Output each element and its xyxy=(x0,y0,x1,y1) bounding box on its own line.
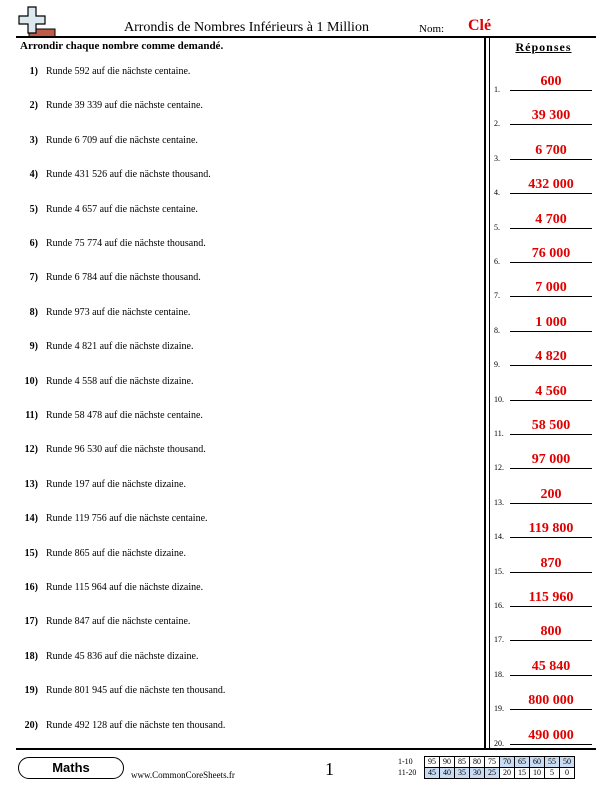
answer-column-divider xyxy=(484,37,486,750)
answer-value: 119 800 xyxy=(528,521,574,537)
answer-value: 4 560 xyxy=(535,383,567,399)
answer-value: 7 000 xyxy=(535,280,567,296)
question-number: 18) xyxy=(24,650,38,662)
question-number: 15) xyxy=(24,547,38,559)
answer-item xyxy=(494,315,594,335)
answer-line xyxy=(510,159,592,160)
worksheet-title: Arrondis de Nombres Inférieurs à 1 Million xyxy=(124,20,369,35)
question-number: 10) xyxy=(24,375,38,387)
question-item xyxy=(20,100,203,111)
score-cell: 20 xyxy=(500,768,515,779)
answer-column-divider-inner xyxy=(489,37,490,750)
score-row-11-20 xyxy=(398,768,575,779)
answer-value: 200 xyxy=(540,486,562,502)
answer-number: 14. xyxy=(494,532,504,542)
answer-line xyxy=(510,365,592,366)
question-item xyxy=(20,66,190,77)
answer-item xyxy=(494,418,594,438)
score-cell: 65 xyxy=(515,757,530,768)
score-row-label: 1-10 xyxy=(398,757,413,766)
score-cell: 40 xyxy=(440,768,455,779)
question-item xyxy=(20,651,198,662)
answer-item xyxy=(494,556,594,576)
score-cell: 30 xyxy=(470,768,485,779)
question-number: 3) xyxy=(29,134,38,146)
question-text: Runde 197 auf die nächste dizaine. xyxy=(46,478,186,490)
answer-value: 4 700 xyxy=(535,211,567,227)
question-text: Runde 115 964 auf die nächste dizaine. xyxy=(46,582,204,593)
question-text: Runde 96 530 auf die nächste thousand. xyxy=(46,444,206,456)
question-text: Runde 592 auf die nächste centaine. xyxy=(46,66,191,77)
plus-logo-icon xyxy=(17,6,57,38)
question-number: 9) xyxy=(29,341,38,353)
answer-number: 2. xyxy=(494,119,500,129)
instructions: Arrondir chaque nombre comme demandé. xyxy=(20,40,224,52)
score-cell: 5 xyxy=(545,768,560,779)
answer-number: 9. xyxy=(494,360,500,370)
answer-line xyxy=(510,90,592,91)
score-cell: 75 xyxy=(485,757,500,768)
question-number: 19) xyxy=(24,685,38,697)
answer-value: 4 820 xyxy=(535,349,567,365)
answer-number: 20. xyxy=(494,738,504,748)
answer-line xyxy=(510,468,592,469)
answer-number: 16. xyxy=(494,601,504,610)
answer-number: 12. xyxy=(494,463,504,473)
question-text: Runde 865 auf die nächste dizaine. xyxy=(46,547,186,559)
answer-line xyxy=(510,228,592,229)
question-number: 1) xyxy=(29,66,38,77)
answer-line xyxy=(510,124,592,125)
answer-item xyxy=(494,74,594,94)
question-item xyxy=(20,582,203,593)
answer-item xyxy=(494,177,594,197)
answer-value: 870 xyxy=(540,555,562,571)
answer-line xyxy=(510,262,592,263)
answers-heading: Réponses xyxy=(515,40,572,54)
answer-number: 6. xyxy=(494,257,500,266)
answer-item xyxy=(494,108,594,128)
answer-line xyxy=(510,537,592,538)
question-number: 7) xyxy=(29,272,38,284)
answer-number: 11. xyxy=(494,429,504,438)
answer-line xyxy=(510,744,592,745)
answer-value: 115 960 xyxy=(528,590,574,605)
answer-line xyxy=(510,296,592,297)
question-text: Runde 45 836 auf die nächste dizaine. xyxy=(46,650,199,662)
question-text: Runde 4 657 auf die nächste centaine. xyxy=(46,203,198,215)
answer-item xyxy=(494,246,594,266)
question-item xyxy=(20,204,198,215)
answer-value: 45 840 xyxy=(531,658,571,674)
answer-item xyxy=(494,590,594,610)
page-number: 1 xyxy=(325,759,334,779)
question-text: Runde 973 auf die nächste centaine. xyxy=(46,306,191,318)
answer-line xyxy=(510,606,592,607)
score-table xyxy=(398,756,575,779)
answer-value: 76 000 xyxy=(531,246,571,261)
question-number: 13) xyxy=(24,478,38,490)
answer-line xyxy=(510,331,592,332)
answer-value: 600 xyxy=(540,74,562,89)
question-item xyxy=(20,616,190,627)
question-text: Runde 6 784 auf die nächste thousand. xyxy=(46,272,201,284)
question-text: Runde 39 339 auf die nächste centaine. xyxy=(46,100,203,112)
answer-line xyxy=(510,572,592,573)
question-text: Runde 75 774 auf die nächste thousand. xyxy=(46,238,206,249)
answer-value: 432 000 xyxy=(528,177,574,193)
question-text: Runde 431 526 auf die nächste thousand. xyxy=(46,169,211,181)
name-label: Nom: xyxy=(419,23,445,35)
score-row-1-10 xyxy=(398,757,575,768)
score-cell: 15 xyxy=(515,768,530,779)
question-item xyxy=(20,720,225,731)
answer-item xyxy=(494,487,594,507)
question-item xyxy=(20,410,203,421)
answer-value: 490 000 xyxy=(528,727,574,743)
answer-line xyxy=(510,503,592,504)
answer-item xyxy=(494,728,594,748)
answer-value: 1 000 xyxy=(535,314,567,330)
question-number: 17) xyxy=(24,616,38,628)
score-cell: 70 xyxy=(500,757,515,768)
score-cell: 95 xyxy=(425,757,440,768)
answer-item xyxy=(494,624,594,644)
site-link[interactable]: www.CommonCoreSheets.fr xyxy=(131,770,235,780)
score-cell: 10 xyxy=(530,768,545,779)
answer-value: 6 700 xyxy=(535,142,567,158)
question-text: Runde 6 709 auf die nächste centaine. xyxy=(46,134,198,146)
answer-value: 97 000 xyxy=(531,452,571,468)
question-number: 20) xyxy=(24,719,38,731)
answer-value: 58 500 xyxy=(531,418,571,433)
answer-number: 13. xyxy=(494,497,504,507)
question-text: Runde 4 558 auf die nächste dizaine. xyxy=(46,375,194,387)
score-cell: 50 xyxy=(560,757,575,768)
answer-item xyxy=(494,384,594,404)
question-number: 5) xyxy=(29,203,38,215)
answer-line xyxy=(510,193,592,194)
answer-number: 8. xyxy=(494,325,500,335)
answer-item xyxy=(494,521,594,541)
score-cell: 45 xyxy=(425,768,440,779)
score-cell: 25 xyxy=(485,768,500,779)
question-text: Runde 801 945 auf die nächste ten thousand. xyxy=(46,685,226,697)
answer-item xyxy=(494,693,594,713)
answer-line xyxy=(510,434,592,435)
answer-item xyxy=(494,143,594,163)
answer-value: 800 000 xyxy=(528,693,574,709)
answer-line xyxy=(510,675,592,676)
question-number: 4) xyxy=(29,169,38,181)
subject-badge: Maths xyxy=(18,757,124,779)
question-item xyxy=(20,135,198,146)
answer-number: 7. xyxy=(494,291,500,301)
question-number: 12) xyxy=(24,444,38,456)
question-item xyxy=(20,307,190,318)
question-number: 6) xyxy=(29,238,38,249)
answer-number: 1. xyxy=(494,85,500,94)
answer-value: 39 300 xyxy=(531,108,571,124)
question-item xyxy=(20,376,193,387)
answer-number: 17. xyxy=(494,635,504,645)
answer-number: 18. xyxy=(494,669,504,679)
question-number: 11) xyxy=(25,410,38,421)
answer-line xyxy=(510,640,592,641)
question-number: 2) xyxy=(29,100,38,112)
answer-number: 5. xyxy=(494,222,500,232)
score-cell: 90 xyxy=(440,757,455,768)
name-value: Clé xyxy=(468,17,492,34)
question-item xyxy=(20,685,225,696)
question-item xyxy=(20,272,201,283)
question-item xyxy=(20,169,211,180)
question-item xyxy=(20,548,186,559)
answer-item xyxy=(494,659,594,679)
score-row-label: 11-20 xyxy=(398,768,417,777)
answer-number: 3. xyxy=(494,153,500,163)
score-cell: 85 xyxy=(455,757,470,768)
answer-item xyxy=(494,452,594,472)
answer-number: 19. xyxy=(494,704,504,714)
question-item xyxy=(20,444,206,455)
score-cell: 0 xyxy=(560,768,575,779)
question-text: Runde 4 821 auf die nächste dizaine. xyxy=(46,341,194,353)
answer-item xyxy=(494,349,594,369)
score-cell: 80 xyxy=(470,757,485,768)
question-text: Runde 58 478 auf die nächste centaine. xyxy=(46,410,203,421)
answer-item xyxy=(494,280,594,300)
score-cell: 35 xyxy=(455,768,470,779)
score-cell: 55 xyxy=(545,757,560,768)
question-item xyxy=(20,341,193,352)
question-item xyxy=(20,238,206,249)
question-text: Runde 119 756 auf die nächste centaine. xyxy=(46,513,208,525)
question-number: 8) xyxy=(29,306,38,318)
score-cell: 60 xyxy=(530,757,545,768)
answer-value: 800 xyxy=(540,624,562,640)
answer-line xyxy=(510,400,592,401)
question-item xyxy=(20,479,186,490)
answer-number: 4. xyxy=(494,188,500,198)
question-item xyxy=(20,513,208,524)
question-text: Runde 847 auf die nächste centaine. xyxy=(46,616,191,628)
answer-number: 15. xyxy=(494,566,504,576)
question-text: Runde 492 128 auf die nächste ten thousand. xyxy=(46,719,226,731)
question-number: 16) xyxy=(24,582,38,593)
question-number: 14) xyxy=(24,513,38,525)
answer-line xyxy=(510,709,592,710)
answer-item xyxy=(494,212,594,232)
answer-number: 10. xyxy=(494,394,504,404)
